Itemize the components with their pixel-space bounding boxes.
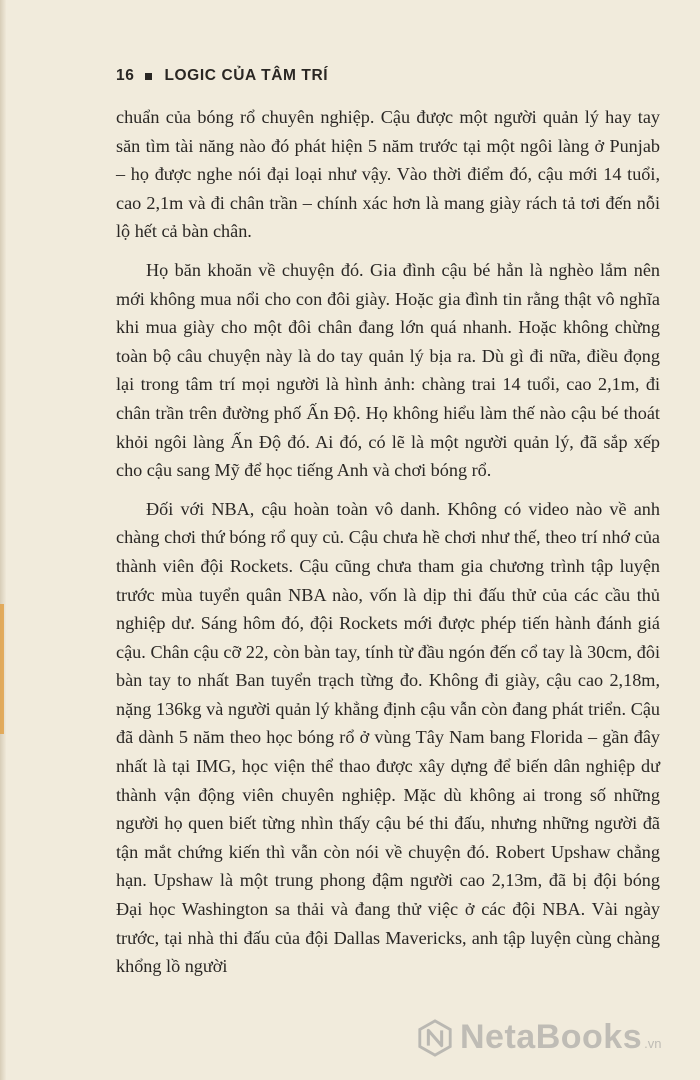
square-bullet-icon: [145, 73, 152, 80]
page-edge-mark: [0, 604, 4, 734]
paragraph-3: Đối với NBA, cậu hoàn toàn vô danh. Không có video nào về anh chàng chơi thứ bóng rổ quy củ. Cậu chưa hề chơi như thế, theo trí nhớ của thành viên đội Rockets. Cậu cũng chưa tham gia chương trình tập luyện trước mùa tuyển quân NBA nào, vốn là dịp thi đấu thử của các cầu thủ nghiệp dư. Sáng hôm đó, đội Rockets mới được phép tiến hành đánh giá cậu. Chân cậu cỡ 22, còn bàn tay, tính từ đầu ngón đến cổ tay là 30cm, đôi bàn tay to nhất Ban tuyển trạch từng đo. Không đi giày, cậu cao 2,18m, nặng 136kg và người quản lý khẳng định cậu vẫn còn đang phát triển. Cậu đã dành 5 năm theo học bóng rổ ở vùng Tây Nam bang Florida – gần đây nhất là tại IMG, học viện thể thao được xây dựng để biến dân nghiệp dư thành vận động viên chuyên nghiệp. Mặc dù không ai trong số những người họ quen biết từng nhìn thấy cậu bé thi đấu, nhưng những người đã tận mắt chứng kiến thì vẫn còn nói về chuyện đó. Robert Upshaw chẳng hạn. Upshaw là một trung phong đậm người cao 2,13m, đã bị đội bóng Đại học Washington sa thải và đang thử việc ở các đội NBA. Vài ngày trước, tại nhà thi đấu của đội Dallas Mavericks, anh tập luyện cùng chàng khổng lồ người: [116, 498, 660, 977]
watermark-tld: .vn: [644, 1036, 662, 1051]
paragraph-1: chuẩn của bóng rổ chuyên nghiệp. Cậu được một người quản lý hay tay săn tìm tài năng nào đó phát hiện 5 năm trước tại một ngôi làng ở Punjab – họ được nghe nói đại loại như vậy. Vào thời điểm đó, cậu mới 14 tuổi, cao 2,1m và đi chân trần – chính xác hơn là mang giày rách tả tơi đến nỗi lộ hết cả bàn chân.: [116, 107, 660, 242]
paragraph-2: Họ băn khoăn về chuyện đó. Gia đình cậu bé hẳn là nghèo lắm nên mới không mua nổi cho con đôi giày. Hoặc gia đình tin rằng thật vô nghĩa khi mua giày cho một đôi chân đang lớn quá nhanh. Hoặc không chừng toàn bộ câu chuyện này là do tay quản lý bịa ra. Dù gì đi nữa, điều đọng lại trong tâm trí mọi người là hình ảnh: chàng trai 14 tuổi, cao 2,1m, đi chân trần trên đường phố Ấn Độ. Họ không hiểu làm thế nào cậu bé thoát khỏi ngôi làng Ấn Độ đó. Ai đó, có lẽ là một người quản lý, đã sắp xếp cho cậu sang Mỹ để học tiếng Anh và chơi bóng rổ.: [116, 259, 660, 481]
chapter-title: LOGIC CỦA TÂM TRÍ: [164, 67, 329, 84]
watermark-brand: NetaBooks: [460, 1018, 643, 1056]
watermark: [416, 1018, 661, 1057]
running-head: [116, 64, 328, 88]
page-edge: [0, 0, 6, 1080]
body-text: [116, 103, 660, 981]
netabooks-logo-icon: [416, 1019, 454, 1057]
page-number: 16: [116, 67, 135, 84]
